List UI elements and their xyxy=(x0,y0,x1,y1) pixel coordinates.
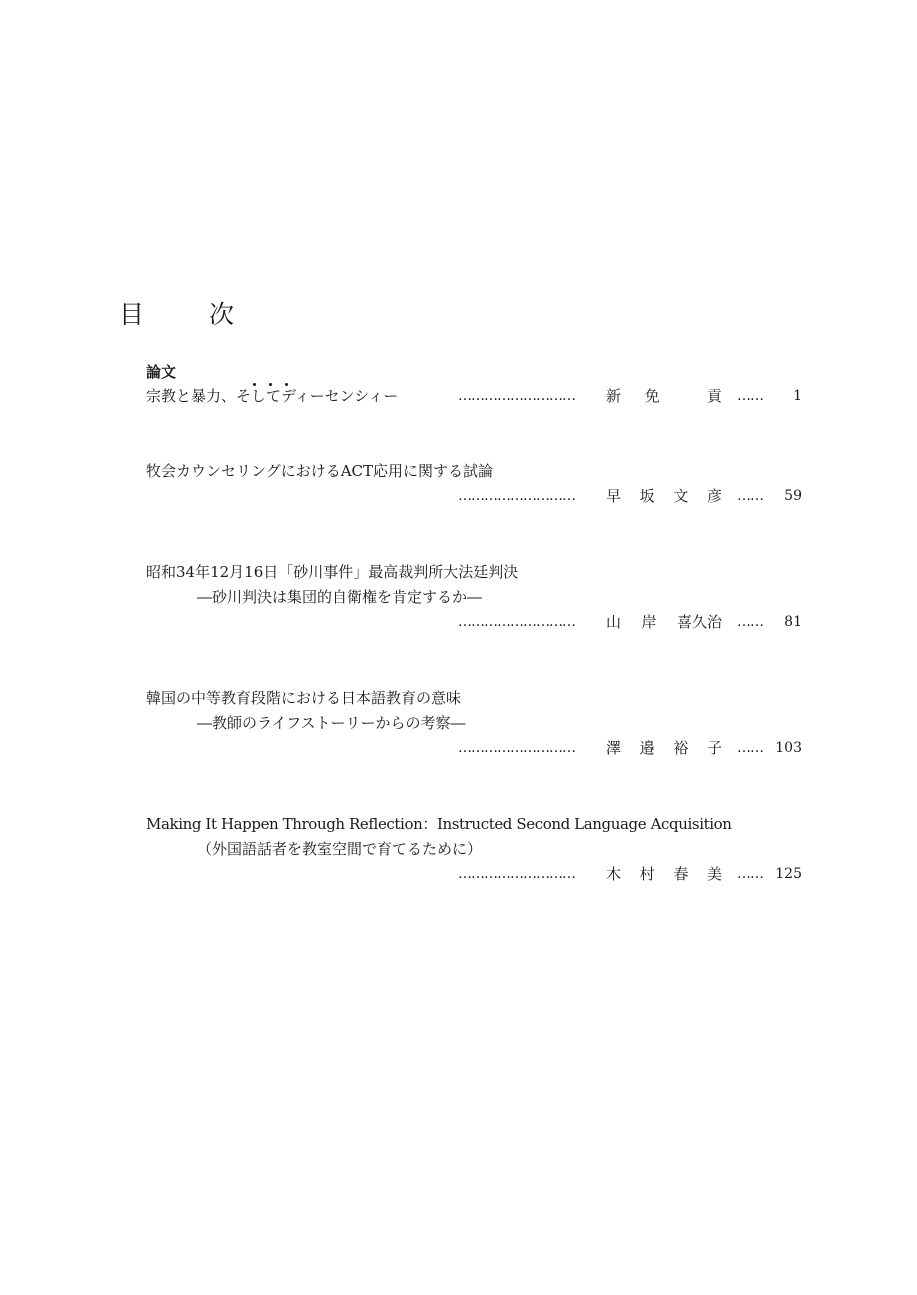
entry-subtitle: ―砂川判決は集団的自衛権を肯定するか― xyxy=(197,588,483,606)
author-char: 岸 xyxy=(641,613,657,631)
entry-subtitle: （外国語話者を教室空間で育てるために） xyxy=(197,840,483,858)
entry-title: 宗教と暴力、そしてディーセンシィー xyxy=(146,387,399,405)
page-number: 81 xyxy=(784,614,802,630)
entry-author xyxy=(606,863,722,885)
author-char: 邉 xyxy=(639,739,655,757)
trail-dots: …… xyxy=(737,866,763,882)
leader-dots: ……………………… xyxy=(458,488,575,504)
entry-author xyxy=(606,737,722,759)
author-char: 木 xyxy=(606,865,622,883)
trail-dots: …… xyxy=(737,388,763,404)
author-char: 澤 xyxy=(606,739,622,757)
author-char: 坂 xyxy=(639,487,655,505)
page-number: 59 xyxy=(784,488,802,504)
entry-author xyxy=(606,611,722,633)
trail-dots: …… xyxy=(737,614,763,630)
author-char: 山 xyxy=(606,613,622,631)
author-char: 美 xyxy=(706,865,722,883)
author-char: 貢 xyxy=(706,387,722,405)
trail-dots: …… xyxy=(737,488,763,504)
entry-subtitle: ―教師のライフストーリーからの考察― xyxy=(197,714,466,732)
author-char: 村 xyxy=(639,865,655,883)
entry-author xyxy=(606,485,722,507)
author-char: 裕 xyxy=(673,739,689,757)
section-heading: 論文 xyxy=(146,363,177,381)
leader-dots: ……………………… xyxy=(458,866,575,882)
page-number: 125 xyxy=(775,866,802,882)
author-char: 彦 xyxy=(706,487,722,505)
page-number: 103 xyxy=(775,740,802,756)
author-char: 免 xyxy=(644,387,660,405)
leader-dots: ……………………… xyxy=(458,740,575,756)
trail-dots: …… xyxy=(737,740,763,756)
author-char: 子 xyxy=(706,739,722,757)
entry-author xyxy=(606,385,722,407)
author-char: 文 xyxy=(673,487,689,505)
entry-title: Making It Happen Through Reflection：Instructed Second Language Acquisition xyxy=(146,815,732,833)
page-number: 1 xyxy=(793,388,802,404)
author-char: 新 xyxy=(606,387,622,405)
leader-dots: ……………………… xyxy=(458,388,575,404)
entry-title: 昭和34年12月16日「砂川事件」最高裁判所大法廷判決 xyxy=(146,563,519,581)
author-char: 喜久治 xyxy=(676,613,722,631)
author-char: 春 xyxy=(673,865,689,883)
entry-title: 韓国の中等教育段階における日本語教育の意味 xyxy=(146,689,462,707)
entry-title: 牧会カウンセリングにおけるACT応用に関する試論 xyxy=(146,462,494,480)
leader-dots: ……………………… xyxy=(458,614,575,630)
author-char: 早 xyxy=(606,487,622,505)
page-title: 目 次 xyxy=(119,300,255,329)
